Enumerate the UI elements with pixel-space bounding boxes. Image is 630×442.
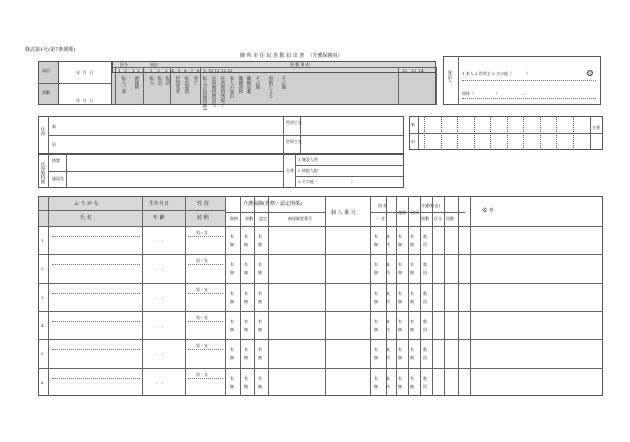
row-shikaku-yes: 有 (230, 375, 234, 381)
th-kojin-no: 個 人 番 号 (331, 210, 356, 216)
row-nenkin-yes: 有 (410, 347, 414, 353)
row-number: 2 (41, 266, 44, 272)
th-seibetsu: 性 別 (197, 201, 209, 207)
row-kaigo-kai: 回 (423, 355, 427, 361)
todokenin-options: 1 本人 2 世帯主 3 その他（ ） (462, 71, 530, 76)
row-nintei-no: 無 (258, 242, 262, 247)
label-shin: 新 (52, 124, 56, 129)
row-kaigo-su: 数 (423, 375, 427, 381)
row-hon: 本 (386, 262, 390, 268)
row-nenkin-no: 無 (410, 270, 414, 276)
label-sochi: 措置 (52, 158, 60, 163)
row-fu: 扶 (386, 270, 390, 276)
th-zokugara: 続 柄 (197, 215, 209, 221)
row-kokuho-no: 無 (374, 383, 378, 389)
label-jusho: 住所 (40, 127, 45, 136)
reason-label: 住所地特例該当 (211, 76, 216, 107)
row-number: 5 (41, 351, 44, 357)
row-sex: 男・女 (196, 343, 208, 349)
row-ido-no: 無 (244, 355, 248, 361)
row-nintei-yes: 有 (258, 375, 262, 381)
col-num-1: 1 2 1 2 3 1 2 3 4 5 6 7 8 9 10 11 12 13 (118, 68, 233, 73)
row-nenkin-yes: 有 (410, 262, 414, 268)
row-number: 3 (41, 294, 44, 300)
row-nenkin-no: 無 (410, 383, 414, 389)
th-kaigo2-kubun: 区分 (434, 216, 442, 221)
row-nintei-no: 無 (258, 270, 262, 276)
row-nintei-yes: 有 (258, 262, 262, 268)
row-nintei-yes: 有 (258, 347, 262, 353)
row-nintei-no: 無 (258, 326, 262, 332)
row-fu: 扶 (386, 242, 390, 247)
row-nintei-no: 無 (258, 298, 262, 304)
row-birth-sep: ・ ・ (155, 352, 165, 358)
date-2: 年 月 日 (76, 98, 94, 103)
reason-label: 転出 (157, 76, 162, 85)
row-kokuho-no: 無 (374, 355, 378, 361)
th-furigana: ふ り が な (74, 201, 99, 207)
th-kaigo2: 介護(転出) (421, 203, 441, 208)
row-kaigo-kai: 回 (423, 298, 427, 304)
label-kyu: 旧 (52, 142, 56, 147)
row-kokuho-yes: 有 (374, 234, 378, 239)
row-kouki-yes: 有 (398, 318, 402, 324)
row-shikaku-no: 無 (230, 326, 234, 332)
row-hon: 本 (386, 318, 390, 324)
row-nenkin-yes: 有 (410, 234, 414, 239)
reason-label: 死亡 (193, 76, 198, 85)
th-shimei: 氏 名 (80, 215, 92, 221)
row-ido-no: 無 (244, 270, 248, 276)
row-number: 6 (41, 379, 44, 385)
row-kokuho-no: 無 (374, 270, 378, 276)
reason-label: 別紙による (268, 76, 273, 98)
row-nenkin-yes: 有 (410, 290, 414, 296)
row-birth-sep: ・ ・ (155, 323, 165, 329)
th-nintei: 認定 (259, 216, 267, 221)
row-shikaku-yes: 有 (230, 347, 234, 353)
reason-label: 転入 (149, 76, 154, 85)
row-hon: 本 (386, 375, 390, 381)
row-nintei-yes: 有 (258, 234, 262, 239)
row-hon: 本 (386, 347, 390, 353)
form-title: 御 所 市 住 民 異 動 届 出 書 （介護保険用） (240, 53, 343, 59)
row-hon: 本 (386, 234, 390, 239)
row-shikaku-no: 無 (230, 383, 234, 389)
row-kokuho-yes: 有 (374, 347, 378, 353)
row-kaigo-su: 数 (423, 262, 427, 268)
opt-sonota: 3 その他（ ） (298, 179, 355, 184)
row-fu: 扶 (386, 326, 390, 332)
th-hokensha-no: 被保険者番号 (288, 216, 312, 221)
th-kaigo2-kaisu: 回数 (446, 216, 454, 221)
row-kouki-yes: 有 (398, 234, 402, 239)
row-kaigo-kai: 回 (423, 270, 427, 276)
todokenin-label: 届出人 (447, 70, 452, 84)
row-ido-no: 無 (244, 298, 248, 304)
row-ido-no: 無 (244, 242, 248, 247)
ido-kubun-label: 異 動 事 由 (290, 62, 310, 67)
row-ido-yes: 有 (244, 318, 248, 324)
reason-label: 職権記載 (246, 76, 251, 94)
row-nintei-no: 無 (258, 355, 262, 361)
col-num-2: 12 13 14 (402, 68, 424, 73)
reason-label: 世帯変更 (175, 76, 180, 94)
th-biko: 備 考 (482, 208, 494, 214)
row-kouki-yes: 有 (398, 262, 402, 268)
kubun-label: 区分 (120, 62, 128, 67)
th-nengo: 年 齢 (153, 215, 165, 221)
row-number: 4 (41, 322, 44, 328)
th-kaigo: 介護保険(資格・認定関係) (243, 201, 302, 207)
grid-label-kata: 方書 (592, 125, 600, 130)
label-setainushi-2: 世帯主名 (286, 139, 302, 144)
row-fu: 扶 (386, 298, 390, 304)
row-fu: 扶 (386, 383, 390, 389)
row-sex: 男・女 (196, 258, 208, 264)
row-nintei-yes: 有 (258, 318, 262, 324)
row-shikaku-no: 無 (230, 298, 234, 304)
date-1: 年 月 日 (76, 70, 94, 75)
label-setainushi: 世帯主名 (286, 120, 302, 125)
row-kaigo-su: 数 (423, 290, 427, 296)
row-ido-yes: 有 (244, 262, 248, 268)
row-shikaku-no: 無 (230, 270, 234, 276)
reason-shinki: 転入一部 (121, 76, 126, 94)
row-sex: 男・女 (196, 371, 208, 377)
row-kouki-no: 無 (398, 242, 402, 247)
row-nenkin-no: 無 (410, 242, 414, 247)
row-kaigo-kai: 回 (423, 242, 427, 247)
row-kokuho-no: 無 (374, 326, 378, 332)
row-kokuho-yes: 有 (374, 262, 378, 268)
row-number: 1 (41, 238, 44, 243)
row-kaigo-kai: 回 (423, 326, 427, 332)
row-sex: 男・女 (196, 286, 208, 292)
th-kokuho-sub: 一 住 (376, 216, 386, 221)
row-ido-yes: 有 (244, 375, 248, 381)
label-kata: 方書 (286, 168, 294, 173)
row-birth-sep: ・ ・ (155, 239, 165, 244)
label-shisetsu: 施設名 (52, 176, 64, 181)
row-shikaku-yes: 有 (230, 318, 234, 324)
row-kouki-no: 無 (398, 383, 402, 389)
row-ido-yes: 有 (244, 290, 248, 296)
row-kaigo-su: 数 (423, 234, 427, 239)
reason-label: その他 (255, 76, 260, 90)
row-kouki-yes: 有 (398, 290, 402, 296)
row-nintei-no: 無 (258, 383, 262, 389)
row-kokuho-yes: 有 (374, 290, 378, 296)
row-shikaku-no: 無 (230, 355, 234, 361)
todoke-label: 届出 (150, 62, 158, 67)
row-kokuho-no: 無 (374, 298, 378, 304)
reason-label: 転居 (165, 76, 170, 85)
opt-shisetsu: 1 施設入所 (298, 157, 318, 162)
row-birth-sep: ・ ・ (155, 267, 165, 273)
row-shikaku-yes: 有 (230, 290, 234, 296)
opt-byoin: 2 病院入院 (298, 168, 318, 173)
row-ido-no: 無 (244, 383, 248, 389)
row-kokuho-yes: 有 (374, 375, 378, 381)
row-hon: 本 (386, 290, 390, 296)
row-birth-sep: ・ ・ (155, 295, 165, 301)
row-kouki-no: 無 (398, 355, 402, 361)
th-seinengappi: 生年月日 (149, 201, 170, 207)
row-nenkin-no: 無 (410, 355, 414, 361)
row-ido-yes: 有 (244, 234, 248, 239)
row-kouki-no: 無 (398, 270, 402, 276)
reason-label: 転出取消 (184, 76, 189, 94)
form-number: 様式第1号(第7条関係) (25, 47, 76, 53)
row-ido-yes: 有 (244, 347, 248, 353)
grid-label-kyu: 旧 (411, 139, 415, 144)
th-kokuho: 国 保 (378, 203, 388, 208)
grid-label-shin: 新 (411, 122, 415, 127)
row-fu: 扶 (386, 355, 390, 361)
reason-henko: 被保険 (134, 76, 139, 90)
row-kaigo-kai: 回 (423, 383, 427, 389)
label-ido: 異動 (42, 90, 50, 95)
row-sex: 男・女 (196, 314, 208, 320)
row-nenkin-yes: 有 (410, 375, 414, 381)
label-jusho-tokurei: 住所地特例 (40, 162, 45, 184)
row-kaigo-su: 数 (423, 347, 427, 353)
th-ido: 異動 (245, 216, 253, 221)
reason-label: 住所地特例終了 (220, 76, 225, 107)
th-kokunen: 国年 (411, 210, 419, 215)
th-shikaku: 資格 (230, 216, 238, 221)
row-shikaku-yes: 有 (230, 262, 234, 268)
row-nenkin-no: 無 (410, 326, 414, 332)
row-kaigo-su: 数 (423, 318, 427, 324)
row-shikaku-no: 無 (230, 242, 234, 247)
row-ido-no: 無 (244, 326, 248, 332)
th-kouki: 後期 (398, 210, 406, 215)
row-birth-sep: ・ ・ (155, 380, 165, 386)
row-kouki-no: 無 (398, 298, 402, 304)
row-kokuho-no: 無 (374, 242, 378, 247)
seal-mark: 印 (588, 71, 592, 76)
th-kaigo2-ido: 異動 (421, 216, 429, 221)
row-shikaku-yes: 有 (230, 234, 234, 239)
row-kokuho-yes: 有 (374, 318, 378, 324)
reason-label: 転入(住所地特例) (202, 76, 207, 111)
row-nenkin-yes: 有 (410, 318, 414, 324)
label-todoke: 届出 (42, 68, 50, 73)
row-kouki-yes: 有 (398, 347, 402, 353)
row-nintei-yes: 有 (258, 290, 262, 296)
reason-label: 職権消除 (238, 76, 243, 94)
kankei-line: 関係（ ） — (462, 91, 526, 96)
reason-label: その他 (281, 76, 286, 90)
row-sex: 男・女 (196, 230, 208, 235)
row-nenkin-no: 無 (410, 298, 414, 304)
row-kouki-yes: 有 (398, 375, 402, 381)
reason-label: 本人の届出 (229, 76, 234, 98)
row-kouki-no: 無 (398, 326, 402, 332)
